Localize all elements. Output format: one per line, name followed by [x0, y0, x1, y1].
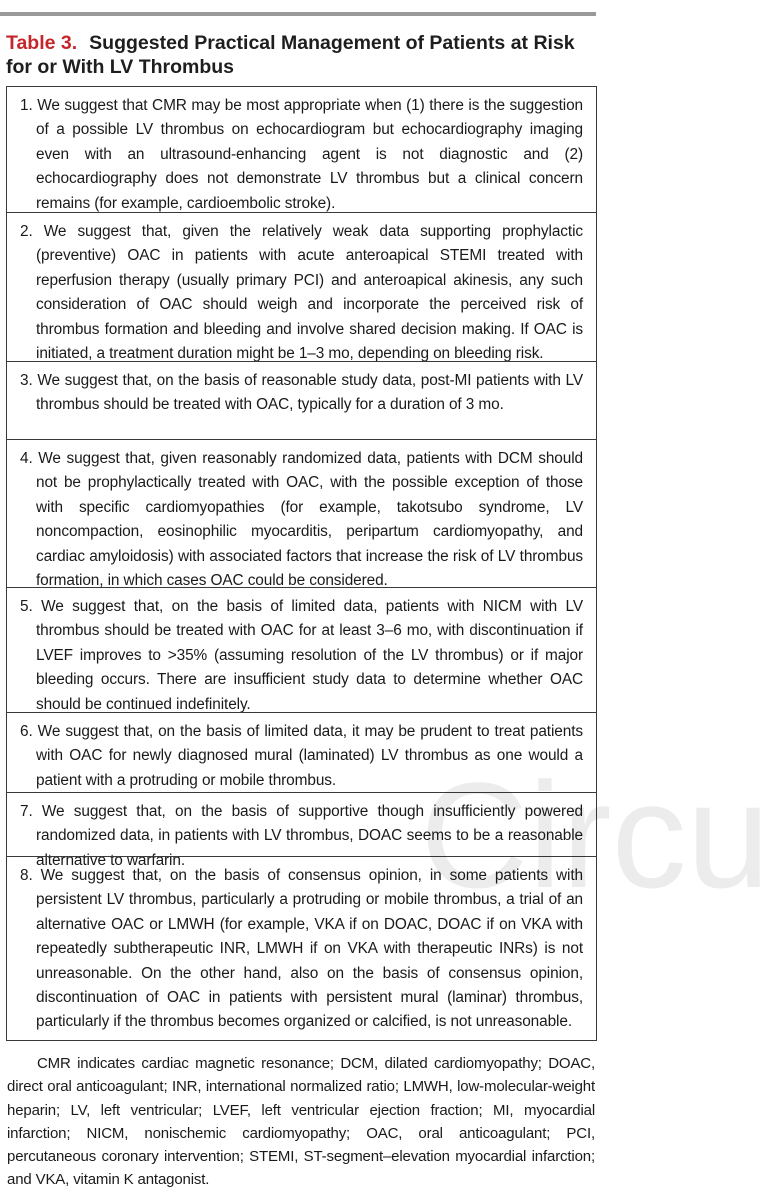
table-row: [6, 439, 597, 590]
row-text-1: 1. We suggest that CMR may be most appropriate when (1) there is the suggestion of a possible LV thrombus on echocardiogram but echocardiography imaging even with an ultrasound-enhancing agent is not diagnostic and (2) echocardiography does not demonstrate LV thrombus but a clinical concern remains (for example, cardioembolic stroke).: [20, 97, 583, 212]
top-rule: [0, 12, 596, 16]
table-label: Table 3.: [6, 32, 78, 54]
table-row: [6, 361, 597, 439]
table-row: [6, 856, 597, 1041]
table-row: [6, 712, 597, 792]
abbreviations-footnote: CMR indicates cardiac magnetic resonance; DCM, dilated cardiomyopathy; DOAC, direct oral anticoagulant; INR, international normalized ratio; LMWH, low-molecular-weight heparin; LV, left ventricular; LVEF, left ventricular ejection fraction; MI, myocardial infarction; NICM, nonischemic cardiomyopathy; OAC, oral anticoagulant; PCI, percutaneous coronary intervention; STEMI, ST-segment–elevation myocardial infarction; and VKA, vitamin K antagonist.: [7, 1055, 595, 1189]
table-row: [6, 87, 597, 212]
row-text-6: 6. We suggest that, on the basis of limited data, it may be prudent to treat patients with OAC for newly diagnosed mural (laminated) LV thrombus as one would a patient with a protruding or mobile thrombus.: [20, 723, 583, 789]
table-title: [6, 31, 596, 79]
row-text-4: 4. We suggest that, given reasonably randomized data, patients with DCM should not be prophylactically treated with OAC, with the possible exception of those with specific cardiomyopathies (for example, takotsubo syndrome, LV noncompaction, eosinophilic myocarditis, peripartum cardiomyopathy, and cardiac amyloidosis) with associated factors that increase the risk of LV thrombus formation, in which cases OAC could be considered.: [20, 450, 583, 590]
journal-watermark: Circu: [420, 751, 770, 919]
row-text-7: 7. We suggest that, on the basis of supportive though insufficiently powered randomized data, in patients with LV thrombus, DOAC seems to be a reasonable alternative to warfarin.: [20, 803, 583, 869]
row-text-8: 8. We suggest that, on the basis of consensus opinion, in some patients with persistent LV thrombus, particularly a protruding or mobile thrombus, a trial of an alternative OAC or LMWH (for example, VKA if on DOAC, DOAC if on VKA with repeatedly subtherapeutic INR, LMWH if on VKA with therapeutic INRs) is not unreasonable. On the other hand, also on the basis of consensus opinion, discontinuation of OAC in patients with persistent mural (laminar) thrombus, particularly if the thrombus becomes organized or calcified, is not unreasonable.: [20, 867, 583, 1031]
row-text-3: 3. We suggest that, on the basis of reasonable study data, post-MI patients with LV thrombus should be treated with OAC, typically for a duration of 3 mo.: [20, 372, 583, 414]
table-row: [6, 212, 597, 361]
table-row: [6, 792, 597, 869]
table-row: [6, 587, 597, 712]
table-title-text: Suggested Practical Management of Patients at Risk for or With LV Thrombus: [6, 32, 575, 78]
row-text-2: 2. We suggest that, given the relatively weak data supporting prophylactic (preventive) OAC in patients with acute anteroapical STEMI treated with reperfusion therapy (usually primary PCI) and anteroapical akinesis, any such consideration of OAC should weigh and incorporate the perceived risk of thrombus formation and bleeding and involve shared decision making. If OAC is initiated, a treatment duration might be 1–3 mo, depending on bleeding risk.: [20, 223, 583, 363]
recommendations-table: [6, 86, 597, 1041]
row-text-5: 5. We suggest that, on the basis of limited data, patients with NICM with LV thrombus should be treated with OAC for at least 3–6 mo, with discontinuation if LVEF improves to >35% (assuming resolution of the LV thrombus) or if major bleeding occurs. There are insufficient study data to determine whether OAC should be continued indefinitely.: [20, 598, 583, 713]
